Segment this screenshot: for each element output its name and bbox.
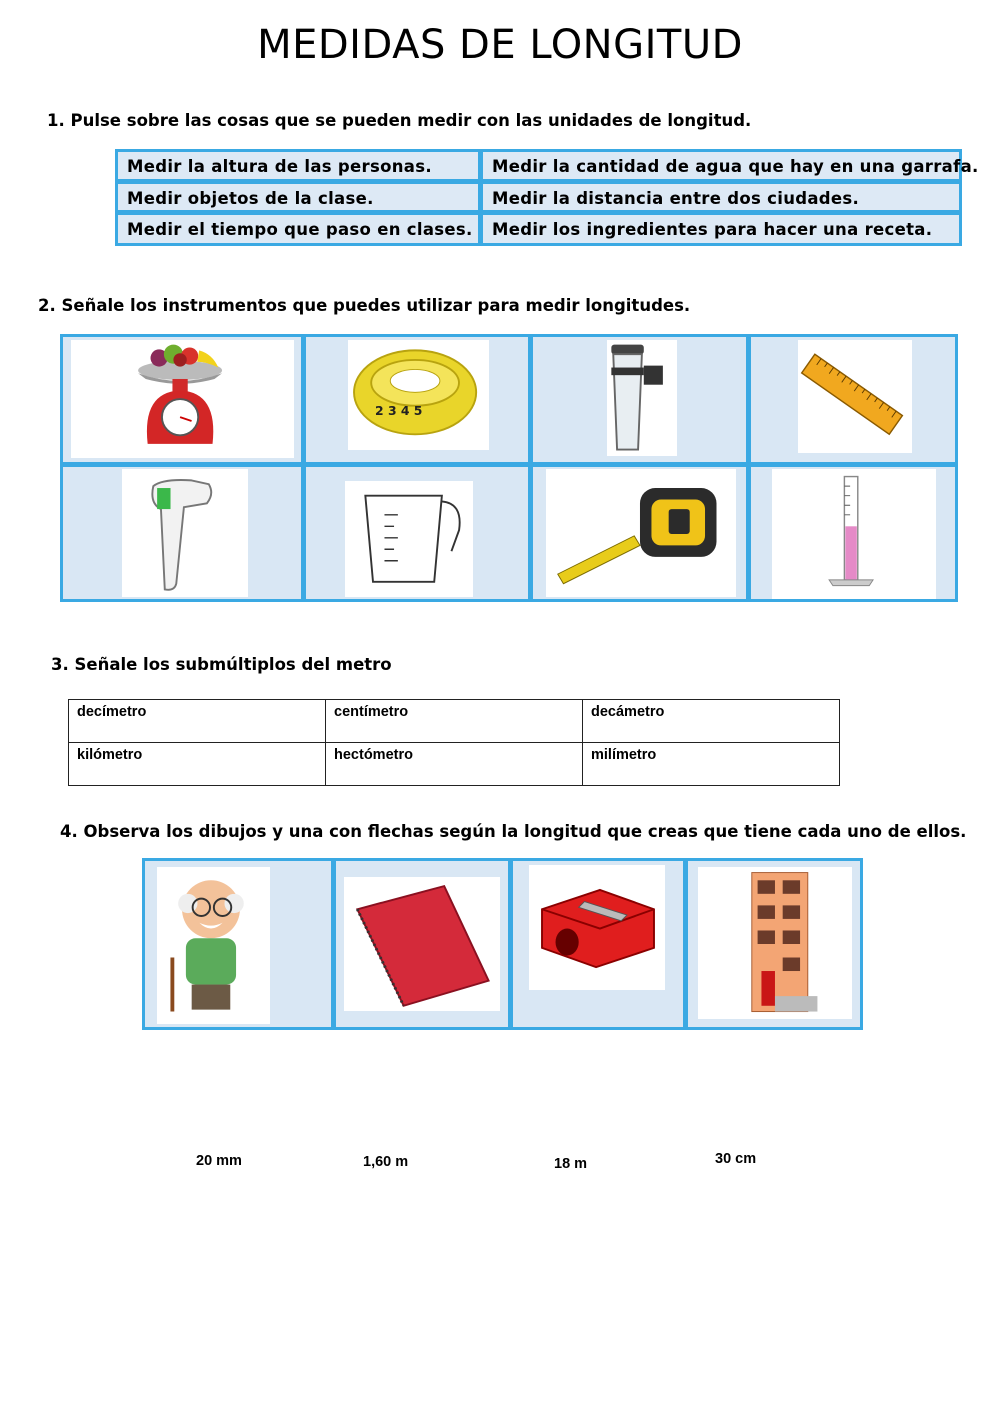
q1-option-class-objects[interactable]: Medir objetos de la clase. xyxy=(115,181,481,213)
ruler-icon xyxy=(751,337,955,462)
graduated-cylinder-icon xyxy=(751,467,955,599)
rain-gauge-icon xyxy=(533,337,746,462)
instrument-measuring-jug[interactable] xyxy=(303,464,531,602)
retractable-tape-icon xyxy=(533,467,746,599)
unit-cell[interactable]: centímetro xyxy=(326,700,583,743)
unit-cell[interactable]: milímetro xyxy=(583,743,840,786)
measure-label[interactable]: 20 mm xyxy=(196,1153,242,1169)
unit-cell[interactable]: hectómetro xyxy=(326,743,583,786)
building-icon xyxy=(688,861,860,1027)
svg-text:2 3 4 5: 2 3 4 5 xyxy=(375,403,423,419)
instrument-infrared-thermometer[interactable] xyxy=(60,464,304,602)
question-1: 1. Pulse sobre las cosas que se pueden medir con las unidades de longitud. xyxy=(47,111,752,130)
instrument-kitchen-scale[interactable] xyxy=(60,334,304,465)
q1-option-distance-cities[interactable]: Medir la distancia entre dos ciudades. xyxy=(480,181,962,213)
instrument-ruler[interactable] xyxy=(748,334,958,465)
q1-option-time-in-class[interactable]: Medir el tiempo que paso en clases. xyxy=(115,212,481,246)
unit-cell[interactable]: decímetro xyxy=(69,700,326,743)
drawing-notebook[interactable] xyxy=(333,858,511,1030)
notebook-icon xyxy=(336,861,508,1027)
pencil-sharpener-icon xyxy=(513,861,683,1027)
unit-cell[interactable]: decámetro xyxy=(583,700,840,743)
instrument-retractable-tape[interactable] xyxy=(530,464,749,602)
measure-label[interactable]: 30 cm xyxy=(715,1151,757,1167)
question-3: 3. Señale los submúltiplos del metro xyxy=(51,655,392,674)
instrument-tape-measure[interactable] xyxy=(303,334,531,465)
drawing-building[interactable] xyxy=(685,858,863,1030)
q1-option-recipe-ingredients[interactable]: Medir los ingredientes para hacer una receta. xyxy=(480,212,962,246)
tape-measure-icon xyxy=(306,337,528,462)
measuring-jug-icon xyxy=(306,467,528,599)
measure-label[interactable]: 18 m xyxy=(554,1156,588,1172)
instrument-rain-gauge[interactable] xyxy=(530,334,749,465)
question-4: 4. Observa los dibujos y una con flechas según la longitud que creas que tiene cada uno de ellos. xyxy=(60,822,967,841)
instrument-graduated-cylinder[interactable] xyxy=(748,464,958,602)
old-man-icon xyxy=(145,861,331,1027)
page-title: MEDIDAS DE LONGITUD xyxy=(257,22,743,68)
unit-cell[interactable]: kilómetro xyxy=(69,743,326,786)
q1-option-water-in-jug[interactable]: Medir la cantidad de agua que hay en una garrafa. xyxy=(480,149,962,182)
question-2: 2. Señale los instrumentos que puedes utilizar para medir longitudes. xyxy=(38,296,691,315)
q1-option-height-of-people[interactable]: Medir la altura de las personas. xyxy=(115,149,481,182)
measure-label[interactable]: 1,60 m xyxy=(363,1154,409,1170)
kitchen-scale-icon xyxy=(63,337,301,462)
submultiples-table xyxy=(68,699,840,786)
drawing-pencil-sharpener[interactable] xyxy=(510,858,686,1030)
drawing-old-man[interactable] xyxy=(142,858,334,1030)
thermometer-icon xyxy=(63,467,301,599)
